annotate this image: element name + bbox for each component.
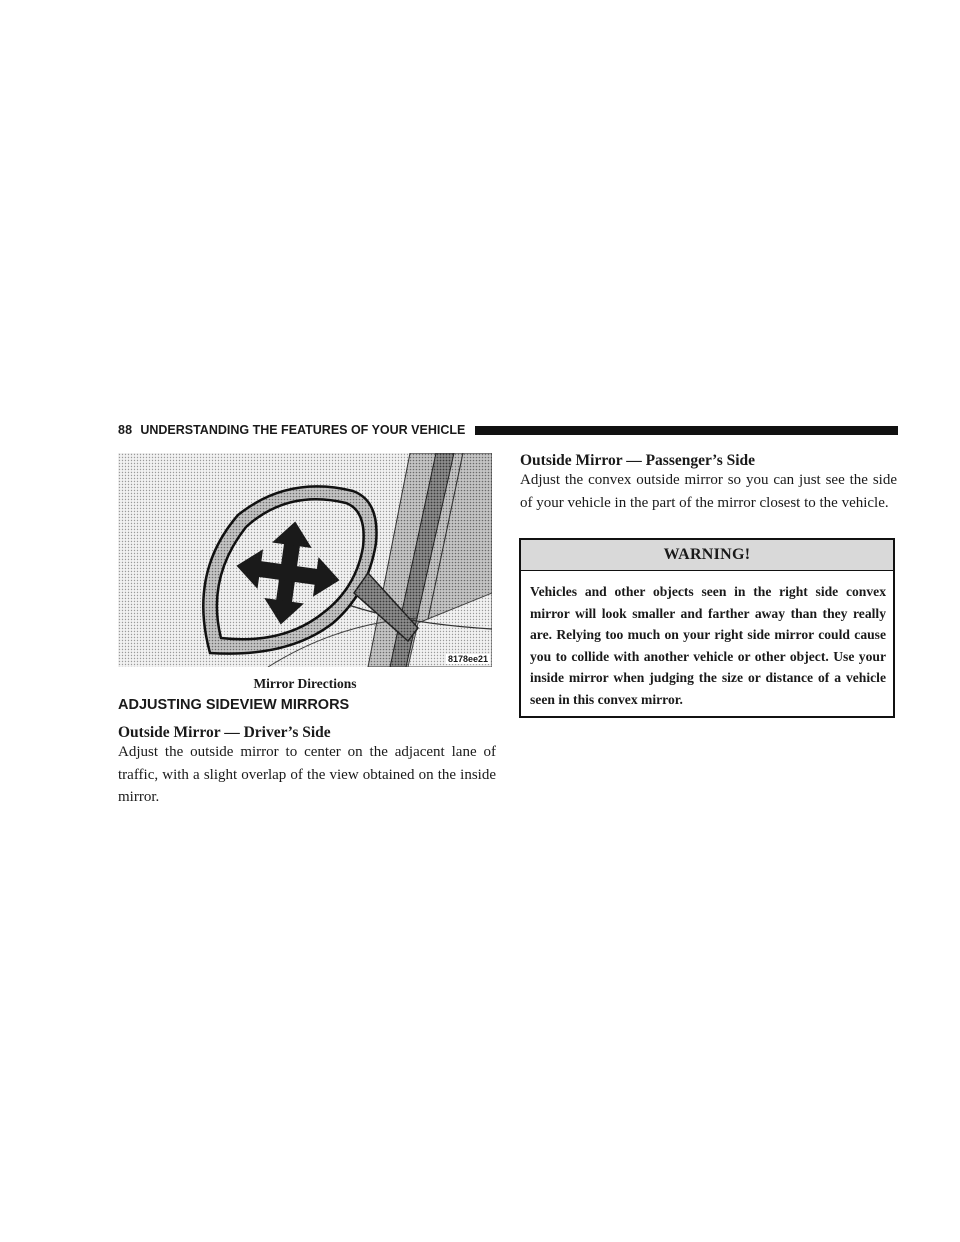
mirror-illustration xyxy=(118,453,492,667)
section-title: ADJUSTING SIDEVIEW MIRRORS xyxy=(118,697,350,713)
warning-text: Vehicles and other objects seen in the right side convex mirror will look smaller and farther away than they really are. Relying too much on your right side mirror could cause you to collide with another vehicle or other object. Use your inside mirror when judging the size or distance of a vehicle seen in this convex mirror. xyxy=(530,584,886,707)
warning-title: WARNING! xyxy=(521,540,893,571)
header-title: UNDERSTANDING THE FEATURES OF YOUR VEHICLE xyxy=(140,423,466,437)
warning-box xyxy=(519,538,895,718)
passenger-side-heading: Outside Mirror — Passenger’s Side xyxy=(520,452,756,469)
figure-caption: Mirror Directions xyxy=(253,676,357,691)
figure-code: 8178ee21 xyxy=(448,654,489,664)
page-number: 88 xyxy=(118,423,133,437)
driver-side-text: Adjust the outside mirror to center on the adjacent lane of traffic, with a slight overlap of the view obtained on the inside mirror. xyxy=(118,744,496,805)
page-header xyxy=(118,422,898,438)
passenger-side-text: Adjust the convex outside mirror so you can just see the side of your vehicle in the part of the mirror closest to the vehicle. xyxy=(520,472,897,511)
driver-side-heading: Outside Mirror — Driver’s Side xyxy=(118,724,331,741)
header-rule xyxy=(475,426,898,435)
